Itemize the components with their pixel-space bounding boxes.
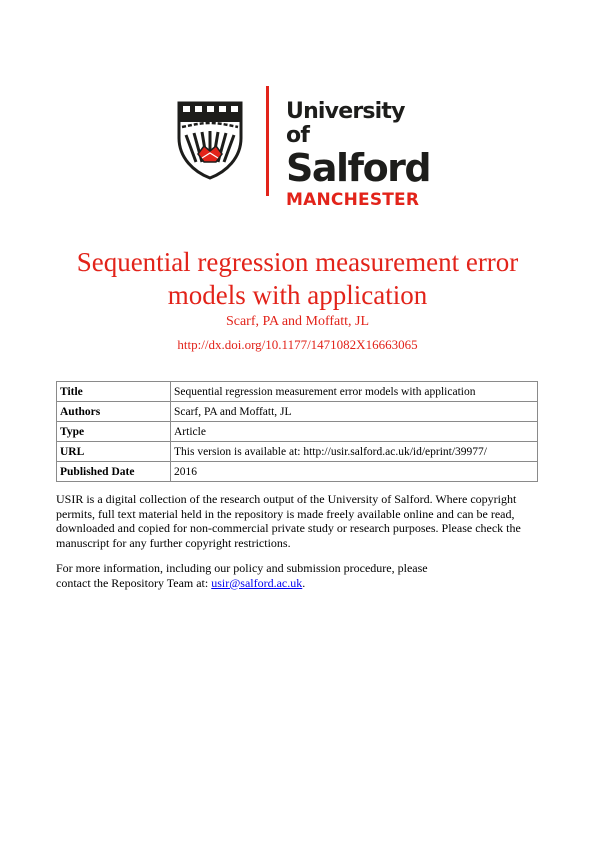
table-row <box>57 442 538 462</box>
metadata-table <box>56 381 538 482</box>
table-row <box>57 462 538 482</box>
metadata-key: URL <box>57 442 171 462</box>
university-logo <box>176 86 431 210</box>
table-row <box>57 382 538 402</box>
repository-email-link[interactable]: usir@salford.ac.uk <box>211 575 303 590</box>
contact-text-end: . <box>302 575 306 590</box>
contact-paragraph <box>56 561 541 590</box>
wordmark-university-of: University of <box>286 99 405 148</box>
repository-notice: USIR is a digital collection of the research output of the University of Salford. Where copyright permits, full text material held in the repository is made freely available online and can be read, downloaded and copied for non-commercial private study or research purposes. Please check the manuscript for any further copyright restrictions. <box>56 492 521 550</box>
table-row <box>57 402 538 422</box>
metadata-value: Article <box>171 422 538 442</box>
metadata-value: 2016 <box>171 462 538 482</box>
document-title-line-1: Sequential regression measurement error <box>76 247 519 277</box>
contact-text-line-2: contact the Repository Team at: <box>56 575 212 590</box>
metadata-value: Sequential regression measurement error models with application <box>171 382 538 402</box>
logo-divider <box>266 86 269 196</box>
wordmark-salford: Salford <box>286 146 431 190</box>
metadata-key: Title <box>57 382 171 402</box>
document-title <box>20 246 575 312</box>
wordmark-manchester: MANCHESTER <box>286 190 420 210</box>
document-doi-link[interactable]: http://dx.doi.org/10.1177/1471082X16663065 <box>177 337 418 352</box>
metadata-key: Published Date <box>57 462 171 482</box>
metadata-value: Scarf, PA and Moffatt, JL <box>171 402 538 422</box>
document-authors: Scarf, PA and Moffatt, JL <box>225 314 370 329</box>
metadata-key: Type <box>57 422 171 442</box>
university-wordmark <box>286 100 430 210</box>
contact-text-line-1: For more information, including our policy and submission procedure, please <box>56 561 428 575</box>
metadata-key: Authors <box>57 402 171 422</box>
document-title-line-2: models with application <box>167 280 428 310</box>
university-crest-icon <box>176 100 244 180</box>
metadata-value[interactable]: This version is available at: http://usir.salford.ac.uk/id/eprint/39977/ <box>171 442 538 462</box>
table-row <box>57 422 538 442</box>
